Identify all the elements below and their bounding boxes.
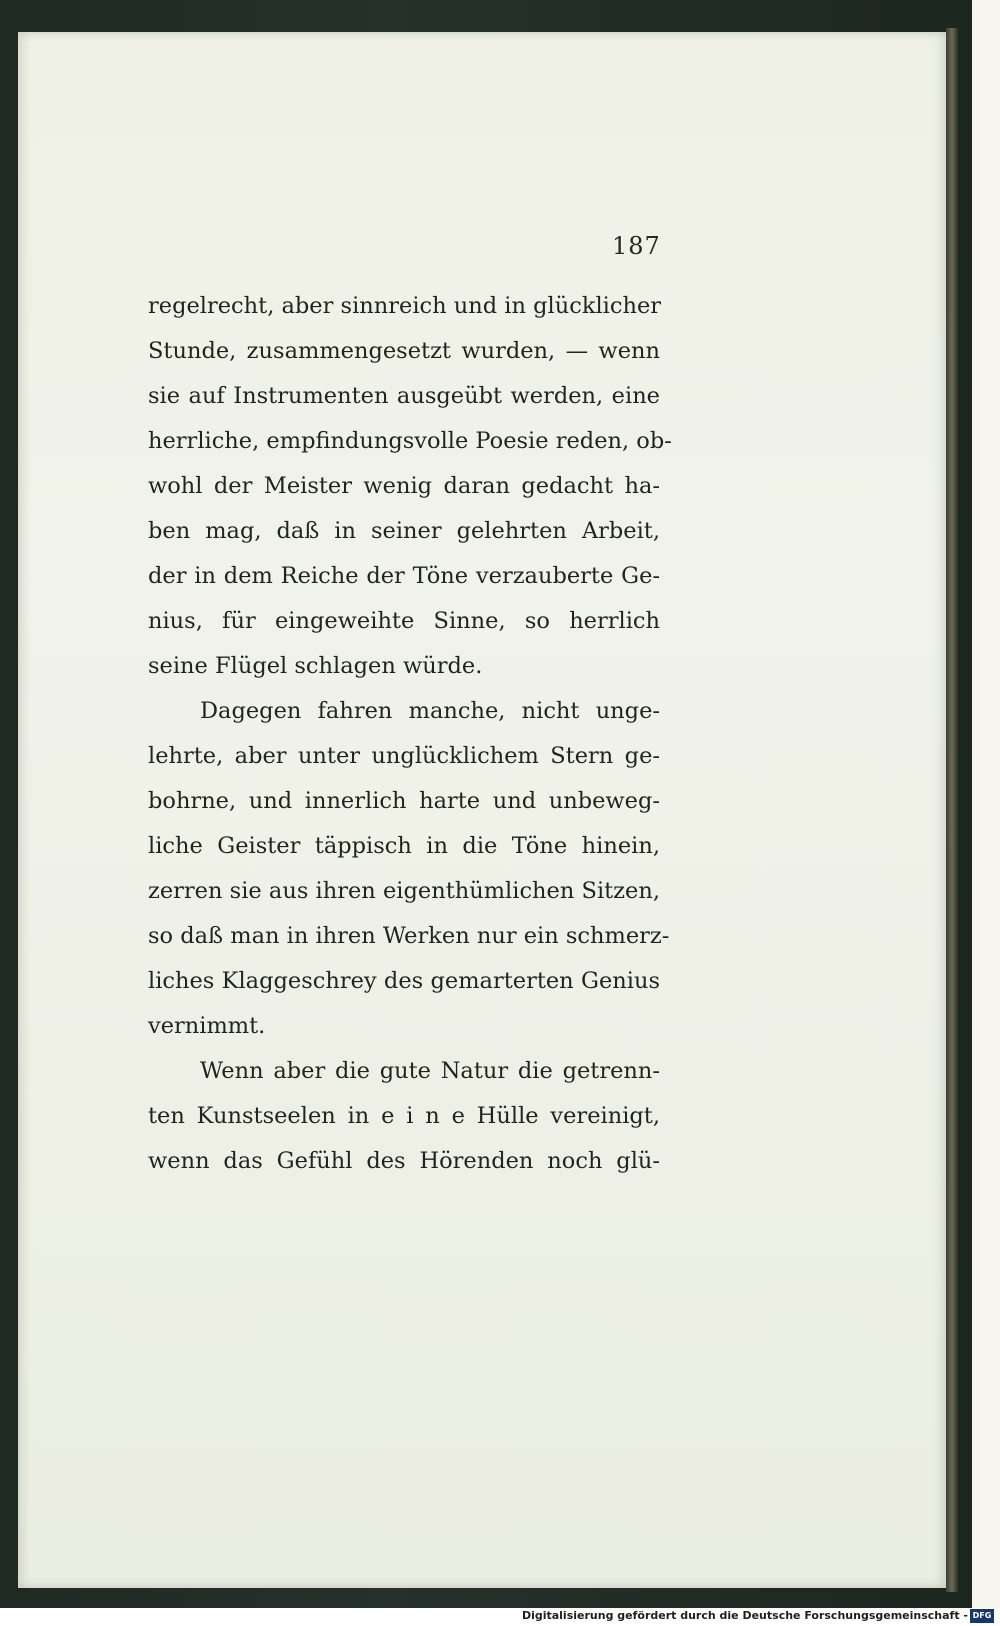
text-line: Stunde, zusammengesetzt wurden, — wenn: [148, 338, 660, 364]
text-line: ben mag, daß in seiner gelehrten Arbeit,: [148, 518, 660, 544]
text-line: liche Geister täppisch in die Töne hinein,: [148, 833, 660, 859]
text-line: liches Klaggeschrey des gemarterten Genius: [148, 968, 660, 994]
text-line: vernimmt.: [148, 1013, 266, 1039]
text-line: wohl der Meister wenig daran gedacht ha-: [148, 473, 660, 499]
book-edge: [946, 28, 958, 1592]
text-line: regelrecht, aber sinnreich und in glücklicher: [148, 293, 662, 319]
text-line: herrliche, empfindungsvolle Poesie reden, ob-: [148, 428, 672, 454]
page-number: 187: [612, 232, 661, 260]
text-line: zerren sie aus ihren eigenthümlichen Sitzen,: [148, 878, 660, 904]
text-line: so daß man in ihren Werken nur ein schmerz-: [148, 923, 670, 949]
text-line: sie auf Instrumenten ausgeübt werden, eine: [148, 383, 660, 409]
text-line: Wenn aber die gute Natur die getrenn-: [200, 1058, 660, 1084]
text-line: der in dem Reiche der Töne verzauberte Ge-: [148, 563, 660, 589]
body-text: [148, 284, 672, 1184]
text-line: bohrne, und innerlich harte und unbeweg-: [148, 788, 660, 814]
dfg-logo: DFG: [970, 1609, 994, 1623]
text-line: wenn das Gefühl des Hörenden noch glü-: [148, 1148, 660, 1174]
text-line: nius, für eingeweihte Sinne, so herrlich: [148, 608, 660, 634]
text-line: lehrte, aber unter unglücklichem Stern ge-: [148, 743, 660, 769]
funding-credit: Digitalisierung gefördert durch die Deutsche Forschungsgemeinschaft -: [521, 1609, 968, 1622]
text-line: seine Flügel schlagen würde.: [148, 653, 483, 679]
text-line: Dagegen fahren manche, nicht unge-: [200, 698, 660, 724]
text-line: ten Kunstseelen in e i n e Hülle vereinigt,: [148, 1103, 660, 1129]
